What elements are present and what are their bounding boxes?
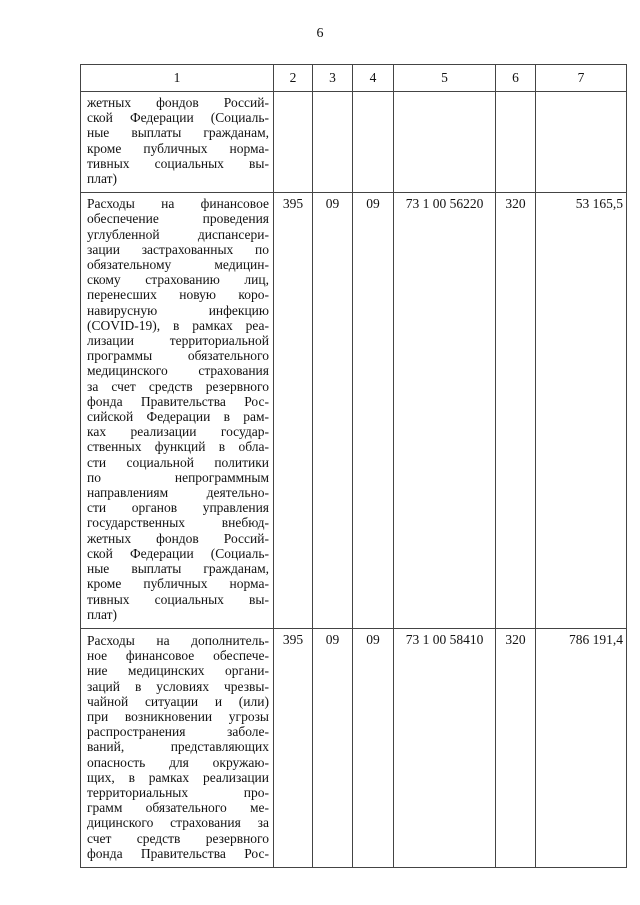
description-line: ние медицинских органи-	[87, 663, 269, 679]
amount-cell	[536, 92, 627, 193]
description-line: дицинского страхования за	[87, 815, 269, 831]
description-line: плат)	[87, 606, 117, 622]
chapter-code-cell: 395	[274, 628, 313, 867]
column-number-header: 1	[81, 65, 274, 92]
description-line: счет средств резервного	[87, 830, 269, 846]
subsection-code-cell: 09	[353, 628, 394, 867]
description-line: углубленной диспансери-	[87, 226, 269, 242]
subsection-code-cell: 09	[353, 193, 394, 629]
description-line: сти органов управления	[87, 500, 269, 516]
description-line: щих, в рамках реализации	[87, 769, 269, 785]
row-description	[81, 193, 274, 629]
description-line: обеспечение проведения	[87, 211, 269, 227]
description-line: территориальных про-	[87, 784, 269, 800]
subsection-code-cell	[353, 92, 394, 193]
description-line: грамм обязательного ме-	[87, 800, 269, 816]
amount-cell: 53 165,5	[536, 193, 627, 629]
description-line: медицинского страхования	[87, 363, 269, 379]
description-line: чайной ситуации и (или)	[87, 693, 269, 709]
description-line: зации застрахованных по	[87, 241, 269, 257]
description-line: кроме публичных норма-	[87, 140, 269, 156]
description-line: сти социальной политики	[87, 454, 269, 470]
column-number-header: 5	[394, 65, 496, 92]
description-line: ской Федерации (Социаль-	[87, 110, 269, 126]
description-line: программы обязательного	[87, 348, 269, 364]
budget-table	[80, 64, 627, 868]
row-description	[81, 92, 274, 193]
expense-type-cell	[496, 92, 536, 193]
description-line: Расходы на дополнитель-	[87, 632, 269, 648]
table-row	[81, 628, 627, 867]
amount-cell: 786 191,4	[536, 628, 627, 867]
description-line: ные выплаты гражданам,	[87, 125, 269, 141]
section-code-cell	[313, 92, 353, 193]
description-line: лизации территориальной	[87, 333, 269, 349]
description-line: ской Федерации (Социаль-	[87, 545, 269, 561]
description-line: опасность для окружаю-	[87, 754, 269, 770]
page-number: 6	[316, 26, 324, 41]
column-number-row	[81, 65, 627, 92]
description-line: (COVID-19), в рамках реа-	[87, 317, 269, 333]
column-number-header: 3	[313, 65, 353, 92]
description-line: перенесших новую коро-	[87, 287, 269, 303]
column-number-header: 4	[353, 65, 394, 92]
description-line: ваний, представляющих	[87, 739, 269, 755]
chapter-code-cell: 395	[274, 193, 313, 629]
target-article-cell	[394, 92, 496, 193]
description-line: ные выплаты гражданам,	[87, 561, 269, 577]
description-line: ках реализации государ-	[87, 424, 269, 440]
description-line: за счет средств резервного	[87, 378, 269, 394]
description-line: фонда Правительства Рос-	[87, 845, 269, 861]
description-line: тивных социальных вы-	[87, 155, 269, 171]
target-article-cell: 73 1 00 58410	[394, 628, 496, 867]
description-line: распространения заболе-	[87, 724, 269, 740]
description-line: направлениям деятельно-	[87, 485, 269, 501]
description-line: плат)	[87, 171, 117, 187]
description-line: по непрограммным	[87, 469, 269, 485]
target-article-cell: 73 1 00 56220	[394, 193, 496, 629]
table-row	[81, 193, 627, 629]
chapter-code-cell	[274, 92, 313, 193]
row-description	[81, 628, 274, 867]
section-code-cell: 09	[313, 628, 353, 867]
description-line: обязательному медицин-	[87, 257, 269, 273]
section-code-cell: 09	[313, 193, 353, 629]
column-number-header: 6	[496, 65, 536, 92]
expense-type-cell: 320	[496, 628, 536, 867]
description-line: кроме публичных норма-	[87, 576, 269, 592]
description-line: навирусную инфекцию	[87, 302, 269, 318]
description-line: заций в условиях чрезвы-	[87, 678, 269, 694]
description-line: государственных внебюд-	[87, 515, 269, 531]
description-line: жетных фондов Россий-	[87, 530, 269, 546]
description-line: жетных фондов Россий-	[87, 95, 269, 110]
table-row	[81, 92, 627, 193]
description-line: сийской Федерации в рам-	[87, 409, 269, 425]
expense-type-cell: 320	[496, 193, 536, 629]
description-line: ственных функций в обла-	[87, 439, 269, 455]
column-number-header: 2	[274, 65, 313, 92]
description-line: скому страхованию лиц,	[87, 272, 269, 288]
description-line: при возникновении угрозы	[87, 708, 269, 724]
description-line: тивных социальных вы-	[87, 591, 269, 607]
description-line: ное финансовое обеспече-	[87, 648, 269, 664]
column-number-header: 7	[536, 65, 627, 92]
description-line: фонда Правительства Рос-	[87, 393, 269, 409]
description-line: Расходы на финансовое	[87, 196, 269, 212]
